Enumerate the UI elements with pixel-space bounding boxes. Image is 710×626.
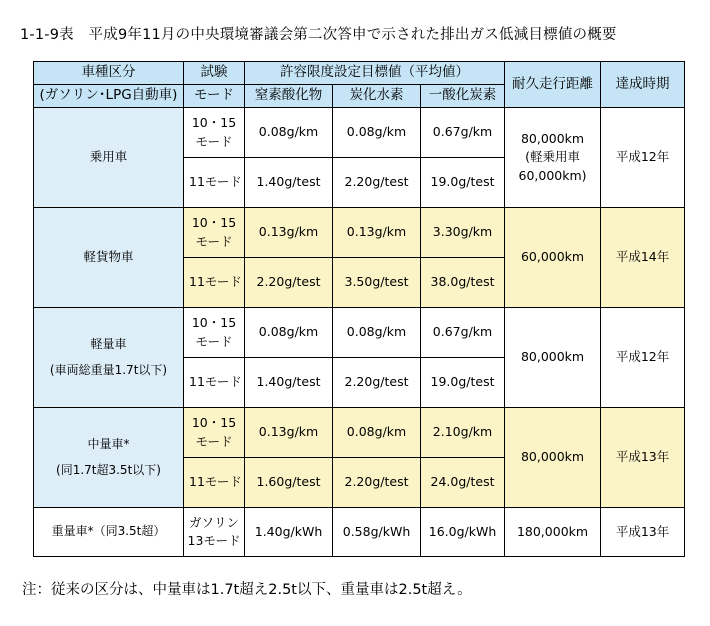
table-row xyxy=(34,208,685,258)
durability-cell: 80,000km xyxy=(505,308,601,408)
co-value: 19.0g/test xyxy=(421,358,505,408)
nox-value: 0.08g/km xyxy=(245,108,333,158)
vehicle-class-cell: 軽量車 (車両総重量1.7t以下) xyxy=(34,308,184,408)
table-row xyxy=(34,108,685,158)
footnote: 注：従来の区分は、中量車は1.7t超え2.5t以下、重量車は2.5t超え。 xyxy=(22,582,472,598)
hc-value: 2.20g/test xyxy=(333,458,421,508)
nox-value: 2.20g/test xyxy=(245,258,333,308)
co-value: 38.0g/test xyxy=(421,258,505,308)
mode-cell: 10・15 モード xyxy=(184,408,245,458)
nox-value: 0.08g/km xyxy=(245,308,333,358)
table-title: 1-1-9表 平成9年11月の中央環境審議会第二次答申で示された排出ガス低減目標値の概要 xyxy=(20,27,617,43)
durability-cell: 60,000km xyxy=(505,208,601,308)
year-cell: 平成12年 xyxy=(601,108,685,208)
nox-value: 1.40g/test xyxy=(245,358,333,408)
header-test: 試験 xyxy=(184,62,245,85)
hc-value: 2.20g/test xyxy=(333,158,421,208)
header-durability: 耐久走行距離 xyxy=(505,62,601,108)
year-cell: 平成12年 xyxy=(601,308,685,408)
emission-target-table xyxy=(33,61,685,557)
hc-value: 0.08g/km xyxy=(333,408,421,458)
mode-cell: 10・15 モード xyxy=(184,208,245,258)
year-cell: 平成14年 xyxy=(601,208,685,308)
vehicle-class-cell: 重量車*（同3.5t超） xyxy=(34,508,184,557)
mode-cell: 11モード xyxy=(184,158,245,208)
co-value: 0.67g/km xyxy=(421,108,505,158)
co-value: 19.0g/test xyxy=(421,158,505,208)
header-vehicle-class-sub: (ガソリン･LPG自動車) xyxy=(34,85,184,108)
header-year: 達成時期 xyxy=(601,62,685,108)
mode-cell: 11モード xyxy=(184,358,245,408)
hc-value: 0.08g/km xyxy=(333,108,421,158)
header-mode: モード xyxy=(184,85,245,108)
durability-cell: 80,000km (軽乗用車 60,000km) xyxy=(505,108,601,208)
mode-cell: 10・15 モード xyxy=(184,108,245,158)
table-row xyxy=(34,508,685,557)
hc-value: 0.08g/km xyxy=(333,308,421,358)
co-value: 3.30g/km xyxy=(421,208,505,258)
co-value: 16.0g/kWh xyxy=(421,508,505,557)
nox-value: 0.13g/km xyxy=(245,408,333,458)
year-cell: 平成13年 xyxy=(601,508,685,557)
mode-cell: 11モード xyxy=(184,258,245,308)
nox-value: 1.40g/kWh xyxy=(245,508,333,557)
mode-cell: 11モード xyxy=(184,458,245,508)
nox-value: 0.13g/km xyxy=(245,208,333,258)
header-limits: 許容限度設定目標値（平均値） xyxy=(245,62,505,85)
table-row xyxy=(34,408,685,458)
table-row xyxy=(34,308,685,358)
header-nox: 窒素酸化物 xyxy=(245,85,333,108)
nox-value: 1.60g/test xyxy=(245,458,333,508)
co-value: 24.0g/test xyxy=(421,458,505,508)
co-value: 2.10g/km xyxy=(421,408,505,458)
header-vehicle-class: 車種区分 xyxy=(34,62,184,85)
hc-value: 3.50g/test xyxy=(333,258,421,308)
header-co: 一酸化炭素 xyxy=(421,85,505,108)
durability-cell: 180,000km xyxy=(505,508,601,557)
vehicle-class-cell: 中量車* (同1.7t超3.5t以下) xyxy=(34,408,184,508)
vehicle-class-cell: 軽貨物車 xyxy=(34,208,184,308)
mode-cell: 10・15 モード xyxy=(184,308,245,358)
durability-cell: 80,000km xyxy=(505,408,601,508)
year-cell: 平成13年 xyxy=(601,408,685,508)
hc-value: 2.20g/test xyxy=(333,358,421,408)
mode-cell: ガソリン 13モード xyxy=(184,508,245,557)
vehicle-class-cell: 乗用車 xyxy=(34,108,184,208)
co-value: 0.67g/km xyxy=(421,308,505,358)
hc-value: 0.58g/kWh xyxy=(333,508,421,557)
nox-value: 1.40g/test xyxy=(245,158,333,208)
header-hc: 炭化水素 xyxy=(333,85,421,108)
hc-value: 0.13g/km xyxy=(333,208,421,258)
